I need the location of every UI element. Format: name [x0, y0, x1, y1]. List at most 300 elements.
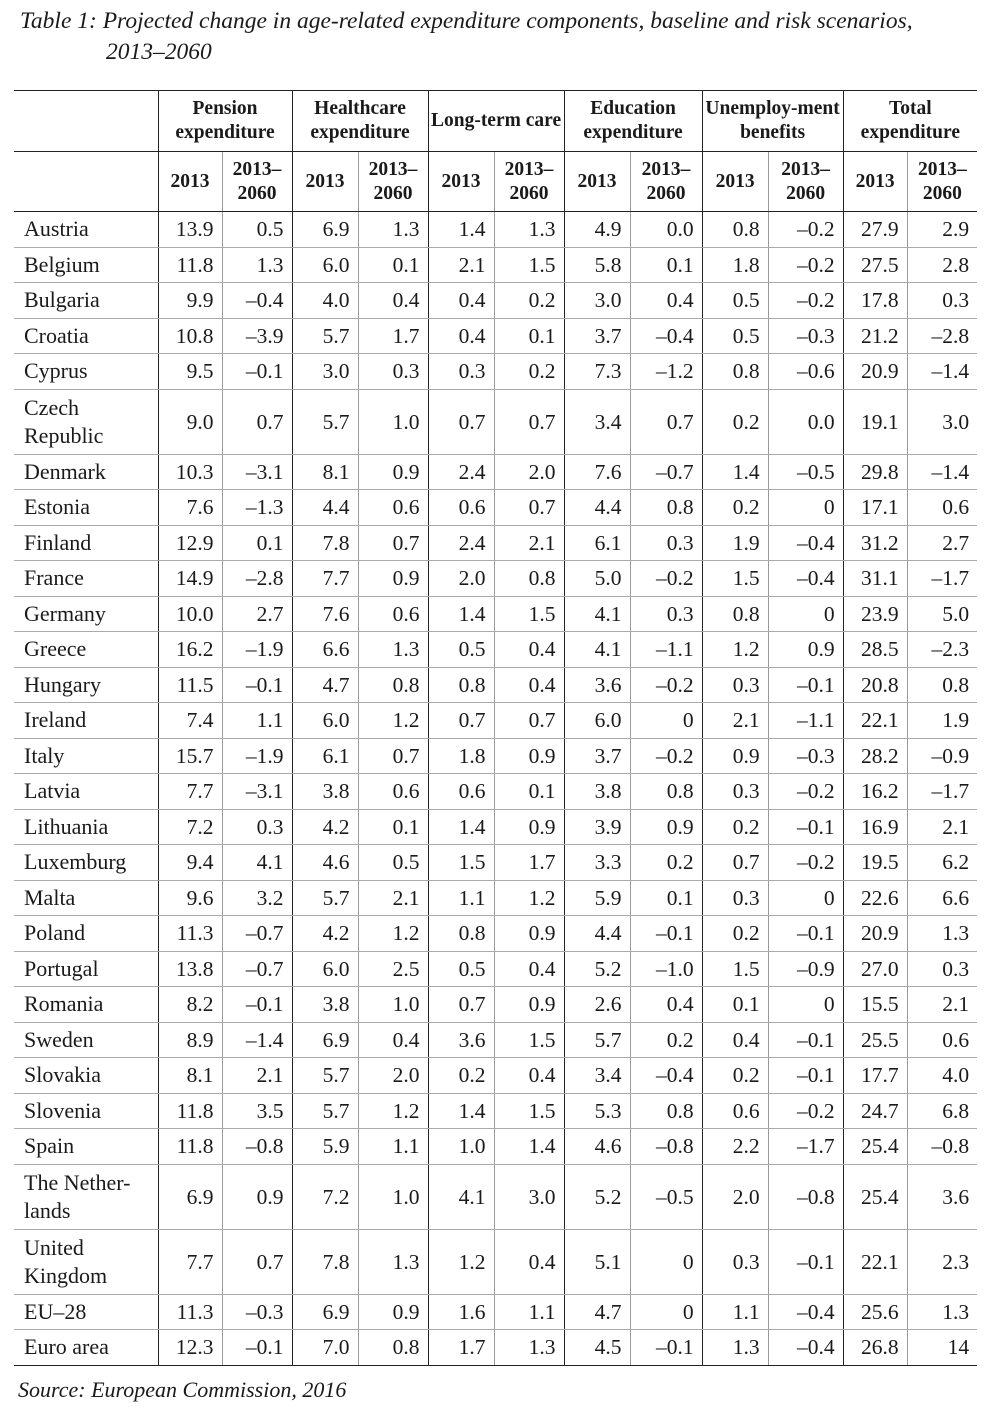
value-cell: 0.7 [702, 845, 768, 881]
value-cell: 1.5 [702, 561, 768, 597]
value-cell: 0.2 [702, 490, 768, 526]
value-cell: 27.9 [843, 212, 907, 248]
value-cell: 9.4 [158, 845, 222, 881]
value-cell: 22.1 [843, 703, 907, 739]
table-row [14, 247, 977, 283]
value-cell: 6.0 [292, 247, 358, 283]
value-cell: 0.7 [358, 738, 428, 774]
value-cell: 4.6 [292, 845, 358, 881]
table-row [14, 354, 977, 390]
value-cell: 20.9 [843, 916, 907, 952]
value-cell: 0.1 [358, 809, 428, 845]
value-cell: 0.4 [630, 987, 702, 1023]
value-cell: 4.9 [564, 212, 630, 248]
value-cell: 0.8 [630, 774, 702, 810]
value-cell: –0.7 [630, 454, 702, 490]
subheader-cell: 2013 [292, 152, 358, 212]
value-cell: –0.4 [768, 561, 843, 597]
value-cell: –0.2 [630, 738, 702, 774]
value-cell: 1.3 [358, 632, 428, 668]
value-cell: –2.8 [222, 561, 292, 597]
value-cell: 0.8 [702, 596, 768, 632]
table-caption [20, 6, 970, 68]
value-cell: 0.8 [630, 490, 702, 526]
value-cell: –0.8 [907, 1129, 977, 1165]
value-cell: 0.1 [702, 987, 768, 1023]
value-cell: 0 [768, 596, 843, 632]
table-row [14, 1093, 977, 1129]
country-cell: Ireland [14, 703, 158, 739]
value-cell: 0.8 [358, 667, 428, 703]
country-cell: Estonia [14, 490, 158, 526]
value-cell: –0.4 [222, 283, 292, 319]
table-row [14, 667, 977, 703]
value-cell: 1.1 [222, 703, 292, 739]
value-cell: 5.2 [564, 951, 630, 987]
country-cell: United Kingdom [14, 1229, 158, 1294]
subheader-cell: 2013–2060 [907, 152, 977, 212]
value-cell: –0.2 [768, 247, 843, 283]
value-cell: 13.8 [158, 951, 222, 987]
value-cell: 19.1 [843, 389, 907, 454]
table-row [14, 454, 977, 490]
value-cell: –0.6 [768, 354, 843, 390]
value-cell: 1.3 [907, 916, 977, 952]
value-cell: –0.8 [222, 1129, 292, 1165]
value-cell: 1.5 [702, 951, 768, 987]
value-cell: 0.1 [222, 525, 292, 561]
table-row [14, 525, 977, 561]
value-cell: 4.2 [292, 809, 358, 845]
value-cell: 1.9 [702, 525, 768, 561]
value-cell: 0.4 [494, 1229, 564, 1294]
value-cell: –0.1 [768, 1229, 843, 1294]
value-cell: 6.9 [292, 1022, 358, 1058]
value-cell: –0.8 [630, 1129, 702, 1165]
value-cell: 0.7 [494, 389, 564, 454]
group-header: Education expenditure [564, 91, 702, 152]
value-cell: 0.6 [428, 490, 494, 526]
value-cell: 3.0 [494, 1164, 564, 1229]
value-cell: 5.7 [292, 1058, 358, 1094]
value-cell: 12.9 [158, 525, 222, 561]
value-cell: 0.7 [494, 490, 564, 526]
table-row [14, 880, 977, 916]
value-cell: 0.0 [768, 389, 843, 454]
subheader-cell: 2013 [428, 152, 494, 212]
value-cell: 0.4 [702, 1022, 768, 1058]
table-row [14, 318, 977, 354]
value-cell: 1.3 [494, 1330, 564, 1366]
value-cell: –0.3 [222, 1294, 292, 1330]
table-row [14, 1229, 977, 1294]
table-row [14, 1129, 977, 1165]
caption-line-1: Table 1: Projected change in age-related expenditure components, baseline and risk scenarios, [20, 8, 913, 34]
value-cell: –1.3 [222, 490, 292, 526]
value-cell: –2.8 [907, 318, 977, 354]
value-cell: 3.5 [222, 1093, 292, 1129]
value-cell: 22.6 [843, 880, 907, 916]
value-cell: 5.7 [564, 1022, 630, 1058]
value-cell: –0.1 [222, 667, 292, 703]
value-cell: 3.2 [222, 880, 292, 916]
value-cell: –0.2 [768, 1093, 843, 1129]
value-cell: 0.2 [428, 1058, 494, 1094]
value-cell: 0.3 [630, 525, 702, 561]
country-cell: Greece [14, 632, 158, 668]
value-cell: –0.1 [222, 987, 292, 1023]
country-cell: EU–28 [14, 1294, 158, 1330]
table-row [14, 1058, 977, 1094]
value-cell: 3.8 [564, 774, 630, 810]
value-cell: 0.6 [907, 1022, 977, 1058]
value-cell: –0.4 [768, 1330, 843, 1366]
value-cell: –0.5 [630, 1164, 702, 1229]
value-cell: 8.1 [158, 1058, 222, 1094]
value-cell: 3.7 [564, 318, 630, 354]
value-cell: 9.9 [158, 283, 222, 319]
value-cell: –0.9 [907, 738, 977, 774]
table-row [14, 951, 977, 987]
value-cell: 2.1 [494, 525, 564, 561]
value-cell: 2.7 [907, 525, 977, 561]
value-cell: 0.7 [428, 987, 494, 1023]
value-cell: 27.0 [843, 951, 907, 987]
table-row [14, 490, 977, 526]
value-cell: 0.8 [494, 561, 564, 597]
value-cell: 7.4 [158, 703, 222, 739]
value-cell: 27.5 [843, 247, 907, 283]
value-cell: 22.1 [843, 1229, 907, 1294]
value-cell: 5.0 [907, 596, 977, 632]
country-cell: Romania [14, 987, 158, 1023]
value-cell: 4.4 [564, 916, 630, 952]
value-cell: 7.8 [292, 1229, 358, 1294]
value-cell: –1.1 [768, 703, 843, 739]
value-cell: –0.8 [768, 1164, 843, 1229]
value-cell: 1.1 [702, 1294, 768, 1330]
subheader-cell: 2013–2060 [768, 152, 843, 212]
value-cell: 28.2 [843, 738, 907, 774]
value-cell: 11.8 [158, 247, 222, 283]
value-cell: 2.1 [358, 880, 428, 916]
value-cell: 5.9 [564, 880, 630, 916]
value-cell: 1.2 [702, 632, 768, 668]
value-cell: –0.1 [222, 354, 292, 390]
value-cell: –1.0 [630, 951, 702, 987]
value-cell: 5.7 [292, 389, 358, 454]
value-cell: 0.4 [494, 667, 564, 703]
value-cell: 11.3 [158, 916, 222, 952]
value-cell: –1.7 [768, 1129, 843, 1165]
country-cell: Croatia [14, 318, 158, 354]
value-cell: 4.2 [292, 916, 358, 952]
value-cell: –0.2 [768, 845, 843, 881]
value-cell: 0.6 [907, 490, 977, 526]
value-cell: 1.7 [428, 1330, 494, 1366]
value-cell: 7.7 [158, 1229, 222, 1294]
country-cell: Germany [14, 596, 158, 632]
table-row [14, 596, 977, 632]
value-cell: –0.1 [222, 1330, 292, 1366]
table-row [14, 1294, 977, 1330]
value-cell: 0.5 [702, 318, 768, 354]
value-cell: 7.0 [292, 1330, 358, 1366]
value-cell: –0.1 [630, 916, 702, 952]
value-cell: 4.6 [564, 1129, 630, 1165]
value-cell: 4.1 [564, 596, 630, 632]
value-cell: –0.1 [768, 1022, 843, 1058]
value-cell: 29.8 [843, 454, 907, 490]
value-cell: –1.9 [222, 632, 292, 668]
table-row [14, 283, 977, 319]
value-cell: 1.2 [428, 1229, 494, 1294]
value-cell: 0 [768, 880, 843, 916]
value-cell: –3.1 [222, 454, 292, 490]
value-cell: 0 [768, 490, 843, 526]
country-cell: Malta [14, 880, 158, 916]
value-cell: 1.2 [358, 916, 428, 952]
value-cell: 3.4 [564, 389, 630, 454]
subheader-cell: 2013 [158, 152, 222, 212]
value-cell: 2.1 [702, 703, 768, 739]
value-cell: 17.8 [843, 283, 907, 319]
country-cell: Slovakia [14, 1058, 158, 1094]
value-cell: 7.3 [564, 354, 630, 390]
value-cell: 7.6 [564, 454, 630, 490]
value-cell: 2.1 [222, 1058, 292, 1094]
table-row [14, 916, 977, 952]
subheader-corner [14, 152, 158, 212]
value-cell: 0.3 [907, 283, 977, 319]
country-cell: Finland [14, 525, 158, 561]
value-cell: 1.3 [358, 212, 428, 248]
value-cell: 6.6 [292, 632, 358, 668]
value-cell: 0.9 [494, 809, 564, 845]
value-cell: 0.8 [702, 212, 768, 248]
table-row [14, 845, 977, 881]
value-cell: 0.3 [222, 809, 292, 845]
value-cell: 0 [630, 703, 702, 739]
value-cell: –0.4 [768, 1294, 843, 1330]
table-row [14, 987, 977, 1023]
value-cell: –0.1 [768, 667, 843, 703]
value-cell: 31.2 [843, 525, 907, 561]
value-cell: 0.8 [428, 916, 494, 952]
value-cell: 4.1 [428, 1164, 494, 1229]
value-cell: –1.4 [907, 354, 977, 390]
value-cell: 16.2 [843, 774, 907, 810]
value-cell: 0.5 [428, 951, 494, 987]
value-cell: 4.1 [564, 632, 630, 668]
value-cell: 9.5 [158, 354, 222, 390]
value-cell: 1.3 [494, 212, 564, 248]
value-cell: 0.7 [494, 703, 564, 739]
value-cell: 5.3 [564, 1093, 630, 1129]
value-cell: 17.7 [843, 1058, 907, 1094]
value-cell: –0.4 [768, 525, 843, 561]
value-cell: 0.3 [702, 667, 768, 703]
value-cell: –0.2 [768, 283, 843, 319]
value-cell: 12.3 [158, 1330, 222, 1366]
value-cell: 1.3 [907, 1294, 977, 1330]
value-cell: 0.8 [630, 1093, 702, 1129]
value-cell: 25.4 [843, 1164, 907, 1229]
country-cell: Spain [14, 1129, 158, 1165]
table-row [14, 774, 977, 810]
value-cell: 3.7 [564, 738, 630, 774]
value-cell: 1.5 [428, 845, 494, 881]
value-cell: 6.0 [292, 951, 358, 987]
value-cell: 0.8 [428, 667, 494, 703]
value-cell: –0.5 [768, 454, 843, 490]
header-corner [14, 91, 158, 152]
value-cell: 0.6 [428, 774, 494, 810]
value-cell: 4.7 [564, 1294, 630, 1330]
table-row [14, 809, 977, 845]
value-cell: 1.8 [428, 738, 494, 774]
value-cell: 1.5 [494, 247, 564, 283]
value-cell: 0.8 [702, 354, 768, 390]
value-cell: 1.8 [702, 247, 768, 283]
value-cell: 0.0 [630, 212, 702, 248]
value-cell: 3.3 [564, 845, 630, 881]
value-cell: 1.3 [702, 1330, 768, 1366]
value-cell: 0.6 [702, 1093, 768, 1129]
value-cell: 0.5 [222, 212, 292, 248]
value-cell: 11.5 [158, 667, 222, 703]
value-cell: 1.1 [428, 880, 494, 916]
value-cell: 1.9 [907, 703, 977, 739]
value-cell: 2.4 [428, 454, 494, 490]
group-header: Healthcare expenditure [292, 91, 428, 152]
value-cell: 0.4 [494, 632, 564, 668]
value-cell: 25.5 [843, 1022, 907, 1058]
value-cell: 2.0 [428, 561, 494, 597]
value-cell: 1.5 [494, 1093, 564, 1129]
value-cell: 0.7 [222, 389, 292, 454]
expenditure-table [14, 90, 977, 1366]
value-cell: 0.3 [702, 774, 768, 810]
value-cell: 1.0 [358, 987, 428, 1023]
value-cell: 0.6 [358, 490, 428, 526]
value-cell: 21.2 [843, 318, 907, 354]
value-cell: 0.9 [494, 916, 564, 952]
value-cell: 6.9 [292, 1294, 358, 1330]
value-cell: –3.1 [222, 774, 292, 810]
value-cell: 0.9 [494, 738, 564, 774]
value-cell: 0.9 [222, 1164, 292, 1229]
value-cell: 3.0 [292, 354, 358, 390]
value-cell: 8.2 [158, 987, 222, 1023]
country-cell: Bulgaria [14, 283, 158, 319]
value-cell: 4.7 [292, 667, 358, 703]
value-cell: 9.0 [158, 389, 222, 454]
table-row [14, 1022, 977, 1058]
value-cell: 5.9 [292, 1129, 358, 1165]
value-cell: 7.7 [158, 774, 222, 810]
value-cell: 14 [907, 1330, 977, 1366]
value-cell: 0.5 [358, 845, 428, 881]
value-cell: 15.7 [158, 738, 222, 774]
value-cell: 28.5 [843, 632, 907, 668]
value-cell: 25.6 [843, 1294, 907, 1330]
value-cell: –0.3 [768, 318, 843, 354]
value-cell: 4.4 [292, 490, 358, 526]
value-cell: 0.4 [494, 951, 564, 987]
value-cell: 7.7 [292, 561, 358, 597]
value-cell: 1.1 [494, 1294, 564, 1330]
value-cell: 0.4 [630, 283, 702, 319]
value-cell: 0.7 [358, 525, 428, 561]
group-header: Total expenditure [843, 91, 977, 152]
value-cell: 0.3 [428, 354, 494, 390]
value-cell: 6.8 [907, 1093, 977, 1129]
value-cell: –1.7 [907, 774, 977, 810]
value-cell: 2.8 [907, 247, 977, 283]
value-cell: 26.8 [843, 1330, 907, 1366]
table-row [14, 1330, 977, 1366]
value-cell: 0.2 [702, 389, 768, 454]
value-cell: 0.2 [494, 354, 564, 390]
value-cell: 2.1 [428, 247, 494, 283]
value-cell: 0.3 [702, 1229, 768, 1294]
table-row [14, 389, 977, 454]
value-cell: 0.4 [358, 1022, 428, 1058]
value-cell: 0.4 [428, 283, 494, 319]
value-cell: 1.4 [428, 596, 494, 632]
value-cell: 3.8 [292, 987, 358, 1023]
country-cell: Lithuania [14, 809, 158, 845]
value-cell: 0.3 [630, 596, 702, 632]
value-cell: 20.9 [843, 354, 907, 390]
country-cell: Czech Republic [14, 389, 158, 454]
value-cell: 15.5 [843, 987, 907, 1023]
value-cell: –0.1 [768, 916, 843, 952]
value-cell: 7.6 [292, 596, 358, 632]
value-cell: 0.2 [702, 916, 768, 952]
value-cell: 31.1 [843, 561, 907, 597]
value-cell: 10.0 [158, 596, 222, 632]
value-cell: 0.9 [358, 561, 428, 597]
value-cell: 1.0 [428, 1129, 494, 1165]
value-cell: 0.1 [630, 247, 702, 283]
value-cell: 0.2 [630, 845, 702, 881]
value-cell: 20.8 [843, 667, 907, 703]
value-cell: 11.8 [158, 1093, 222, 1129]
value-cell: 0.3 [702, 880, 768, 916]
table-row [14, 1164, 977, 1229]
value-cell: 2.4 [428, 525, 494, 561]
value-cell: 16.9 [843, 809, 907, 845]
country-cell: Italy [14, 738, 158, 774]
value-cell: 6.0 [564, 703, 630, 739]
value-cell: 6.1 [292, 738, 358, 774]
value-cell: 0.1 [494, 774, 564, 810]
value-cell: 1.4 [428, 1093, 494, 1129]
value-cell: –0.4 [630, 1058, 702, 1094]
value-cell: 3.8 [292, 774, 358, 810]
value-cell: 0.6 [358, 774, 428, 810]
value-cell: 23.9 [843, 596, 907, 632]
country-cell: Austria [14, 212, 158, 248]
value-cell: 7.2 [292, 1164, 358, 1229]
value-cell: –1.1 [630, 632, 702, 668]
value-cell: 6.0 [292, 703, 358, 739]
value-cell: –0.2 [768, 774, 843, 810]
table-row [14, 212, 977, 248]
value-cell: 0.7 [222, 1229, 292, 1294]
